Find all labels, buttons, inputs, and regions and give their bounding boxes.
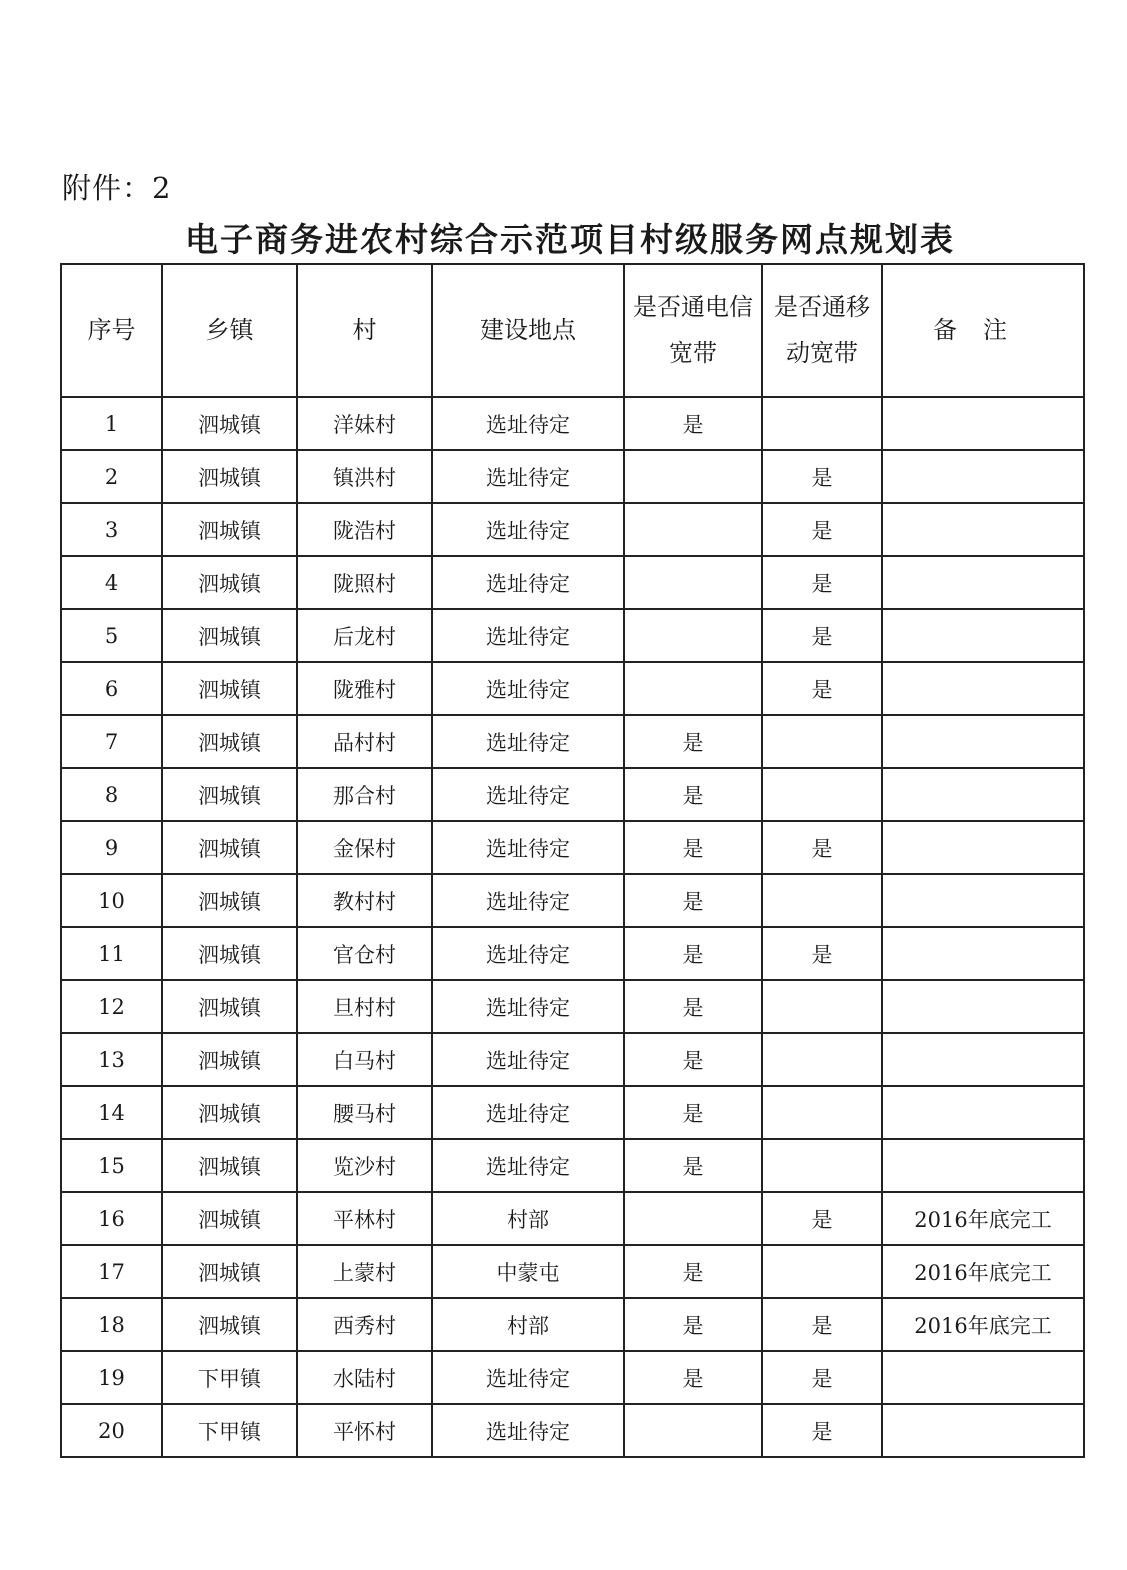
cell-site: 中蒙屯 xyxy=(432,1245,624,1298)
cell-site: 选址待定 xyxy=(432,1139,624,1192)
cell-village: 陇雅村 xyxy=(297,662,432,715)
cell-mobile-broadband: 是 xyxy=(762,450,882,503)
cell-town: 泗城镇 xyxy=(162,821,297,874)
cell-note xyxy=(882,874,1084,927)
cell-mobile-broadband: 是 xyxy=(762,1404,882,1457)
cell-site: 选址待定 xyxy=(432,715,624,768)
cell-telecom-broadband xyxy=(624,609,762,662)
table-row xyxy=(61,397,1084,450)
cell-note xyxy=(882,1404,1084,1457)
cell-seq: 11 xyxy=(61,927,162,980)
cell-mobile-broadband xyxy=(762,397,882,450)
cell-site: 选址待定 xyxy=(432,1404,624,1457)
cell-town: 泗城镇 xyxy=(162,980,297,1033)
cell-seq: 20 xyxy=(61,1404,162,1457)
cell-seq: 15 xyxy=(61,1139,162,1192)
cell-note xyxy=(882,980,1084,1033)
cell-town: 泗城镇 xyxy=(162,662,297,715)
cell-site: 选址待定 xyxy=(432,821,624,874)
cell-seq: 4 xyxy=(61,556,162,609)
table-row xyxy=(61,1245,1084,1298)
cell-note xyxy=(882,821,1084,874)
table-row xyxy=(61,1298,1084,1351)
cell-village: 览沙村 xyxy=(297,1139,432,1192)
cell-note xyxy=(882,503,1084,556)
cell-seq: 8 xyxy=(61,768,162,821)
cell-note xyxy=(882,768,1084,821)
cell-mobile-broadband xyxy=(762,1139,882,1192)
header-site: 建设地点 xyxy=(432,264,624,397)
cell-village: 后龙村 xyxy=(297,609,432,662)
cell-seq: 10 xyxy=(61,874,162,927)
cell-note xyxy=(882,397,1084,450)
cell-telecom-broadband: 是 xyxy=(624,1245,762,1298)
table-row xyxy=(61,1351,1084,1404)
cell-village: 官仓村 xyxy=(297,927,432,980)
cell-site: 选址待定 xyxy=(432,768,624,821)
cell-site: 选址待定 xyxy=(432,980,624,1033)
cell-telecom-broadband xyxy=(624,662,762,715)
cell-telecom-broadband: 是 xyxy=(624,768,762,821)
cell-site: 选址待定 xyxy=(432,450,624,503)
cell-site: 选址待定 xyxy=(432,609,624,662)
cell-telecom-broadband: 是 xyxy=(624,1086,762,1139)
cell-village: 旦村村 xyxy=(297,980,432,1033)
cell-town: 泗城镇 xyxy=(162,1086,297,1139)
cell-telecom-broadband: 是 xyxy=(624,927,762,980)
cell-telecom-broadband: 是 xyxy=(624,874,762,927)
cell-mobile-broadband xyxy=(762,980,882,1033)
cell-site: 村部 xyxy=(432,1192,624,1245)
cell-town: 泗城镇 xyxy=(162,1139,297,1192)
cell-town: 泗城镇 xyxy=(162,927,297,980)
cell-village: 洋妹村 xyxy=(297,397,432,450)
cell-telecom-broadband: 是 xyxy=(624,715,762,768)
cell-mobile-broadband: 是 xyxy=(762,503,882,556)
table-row xyxy=(61,1139,1084,1192)
cell-site: 选址待定 xyxy=(432,1033,624,1086)
table-row xyxy=(61,1192,1084,1245)
cell-mobile-broadband xyxy=(762,1245,882,1298)
cell-village: 金保村 xyxy=(297,821,432,874)
cell-village: 水陆村 xyxy=(297,1351,432,1404)
cell-telecom-broadband xyxy=(624,556,762,609)
table-row xyxy=(61,556,1084,609)
cell-village: 西秀村 xyxy=(297,1298,432,1351)
cell-note: 2016年底完工 xyxy=(882,1298,1084,1351)
cell-seq: 5 xyxy=(61,609,162,662)
cell-town: 泗城镇 xyxy=(162,503,297,556)
cell-seq: 17 xyxy=(61,1245,162,1298)
cell-seq: 7 xyxy=(61,715,162,768)
cell-note xyxy=(882,450,1084,503)
table-row xyxy=(61,1033,1084,1086)
header-village: 村 xyxy=(297,264,432,397)
cell-site: 选址待定 xyxy=(432,1351,624,1404)
cell-mobile-broadband xyxy=(762,1086,882,1139)
cell-mobile-broadband: 是 xyxy=(762,821,882,874)
cell-seq: 6 xyxy=(61,662,162,715)
cell-note: 2016年底完工 xyxy=(882,1245,1084,1298)
table-row xyxy=(61,980,1084,1033)
cell-telecom-broadband xyxy=(624,503,762,556)
cell-village: 平林村 xyxy=(297,1192,432,1245)
table-row xyxy=(61,821,1084,874)
cell-note xyxy=(882,1086,1084,1139)
cell-town: 泗城镇 xyxy=(162,715,297,768)
cell-site: 选址待定 xyxy=(432,662,624,715)
cell-town: 泗城镇 xyxy=(162,609,297,662)
cell-seq: 9 xyxy=(61,821,162,874)
cell-site: 选址待定 xyxy=(432,927,624,980)
cell-note xyxy=(882,1033,1084,1086)
cell-village: 陇浩村 xyxy=(297,503,432,556)
cell-seq: 14 xyxy=(61,1086,162,1139)
cell-village: 教村村 xyxy=(297,874,432,927)
cell-telecom-broadband xyxy=(624,450,762,503)
header-note: 备注 xyxy=(882,264,1084,397)
cell-town: 泗城镇 xyxy=(162,768,297,821)
cell-note xyxy=(882,1139,1084,1192)
table-row xyxy=(61,1086,1084,1139)
cell-village: 腰马村 xyxy=(297,1086,432,1139)
cell-note xyxy=(882,556,1084,609)
header-seq: 序号 xyxy=(61,264,162,397)
cell-mobile-broadband xyxy=(762,715,882,768)
cell-mobile-broadband: 是 xyxy=(762,1351,882,1404)
table-row xyxy=(61,609,1084,662)
cell-seq: 19 xyxy=(61,1351,162,1404)
service-point-plan-table xyxy=(60,263,1085,1458)
cell-note xyxy=(882,715,1084,768)
cell-town: 下甲镇 xyxy=(162,1404,297,1457)
document-title: 电子商务进农村综合示范项目村级服务网点规划表 xyxy=(185,220,955,259)
cell-telecom-broadband: 是 xyxy=(624,1351,762,1404)
cell-note xyxy=(882,1351,1084,1404)
cell-mobile-broadband xyxy=(762,874,882,927)
table-row xyxy=(61,662,1084,715)
cell-seq: 18 xyxy=(61,1298,162,1351)
table-row xyxy=(61,1404,1084,1457)
cell-site: 村部 xyxy=(432,1298,624,1351)
cell-town: 泗城镇 xyxy=(162,397,297,450)
header-mobile-broadband: 是否通移动宽带 xyxy=(762,264,882,397)
cell-town: 泗城镇 xyxy=(162,450,297,503)
cell-village: 平怀村 xyxy=(297,1404,432,1457)
cell-seq: 12 xyxy=(61,980,162,1033)
cell-mobile-broadband: 是 xyxy=(762,927,882,980)
cell-village: 上蒙村 xyxy=(297,1245,432,1298)
cell-seq: 16 xyxy=(61,1192,162,1245)
cell-telecom-broadband: 是 xyxy=(624,1298,762,1351)
cell-mobile-broadband xyxy=(762,1033,882,1086)
cell-telecom-broadband: 是 xyxy=(624,397,762,450)
cell-telecom-broadband: 是 xyxy=(624,821,762,874)
cell-village: 白马村 xyxy=(297,1033,432,1086)
table-row xyxy=(61,503,1084,556)
cell-mobile-broadband: 是 xyxy=(762,609,882,662)
cell-town: 下甲镇 xyxy=(162,1351,297,1404)
cell-mobile-broadband xyxy=(762,768,882,821)
cell-town: 泗城镇 xyxy=(162,1298,297,1351)
cell-telecom-broadband: 是 xyxy=(624,1033,762,1086)
cell-village: 那合村 xyxy=(297,768,432,821)
cell-telecom-broadband: 是 xyxy=(624,1139,762,1192)
cell-mobile-broadband: 是 xyxy=(762,1298,882,1351)
table-row xyxy=(61,450,1084,503)
cell-site: 选址待定 xyxy=(432,556,624,609)
cell-site: 选址待定 xyxy=(432,397,624,450)
cell-note xyxy=(882,662,1084,715)
cell-town: 泗城镇 xyxy=(162,1192,297,1245)
cell-mobile-broadband: 是 xyxy=(762,556,882,609)
cell-town: 泗城镇 xyxy=(162,556,297,609)
cell-mobile-broadband: 是 xyxy=(762,662,882,715)
cell-village: 镇洪村 xyxy=(297,450,432,503)
cell-site: 选址待定 xyxy=(432,1086,624,1139)
cell-town: 泗城镇 xyxy=(162,1245,297,1298)
cell-telecom-broadband xyxy=(624,1192,762,1245)
header-town: 乡镇 xyxy=(162,264,297,397)
cell-village: 陇照村 xyxy=(297,556,432,609)
cell-village: 品村村 xyxy=(297,715,432,768)
cell-mobile-broadband: 是 xyxy=(762,1192,882,1245)
table-body xyxy=(61,397,1084,1457)
table-row xyxy=(61,768,1084,821)
cell-note: 2016年底完工 xyxy=(882,1192,1084,1245)
header-telecom-broadband: 是否通电信宽带 xyxy=(624,264,762,397)
cell-site: 选址待定 xyxy=(432,503,624,556)
cell-seq: 1 xyxy=(61,397,162,450)
table-header-row xyxy=(61,264,1084,397)
cell-seq: 2 xyxy=(61,450,162,503)
cell-site: 选址待定 xyxy=(432,874,624,927)
attachment-label: 附件：2 xyxy=(62,171,172,205)
table-row xyxy=(61,874,1084,927)
cell-note xyxy=(882,609,1084,662)
cell-telecom-broadband: 是 xyxy=(624,980,762,1033)
cell-seq: 3 xyxy=(61,503,162,556)
cell-town: 泗城镇 xyxy=(162,1033,297,1086)
table-row xyxy=(61,715,1084,768)
table-row xyxy=(61,927,1084,980)
cell-telecom-broadband xyxy=(624,1404,762,1457)
cell-note xyxy=(882,927,1084,980)
cell-seq: 13 xyxy=(61,1033,162,1086)
cell-town: 泗城镇 xyxy=(162,874,297,927)
